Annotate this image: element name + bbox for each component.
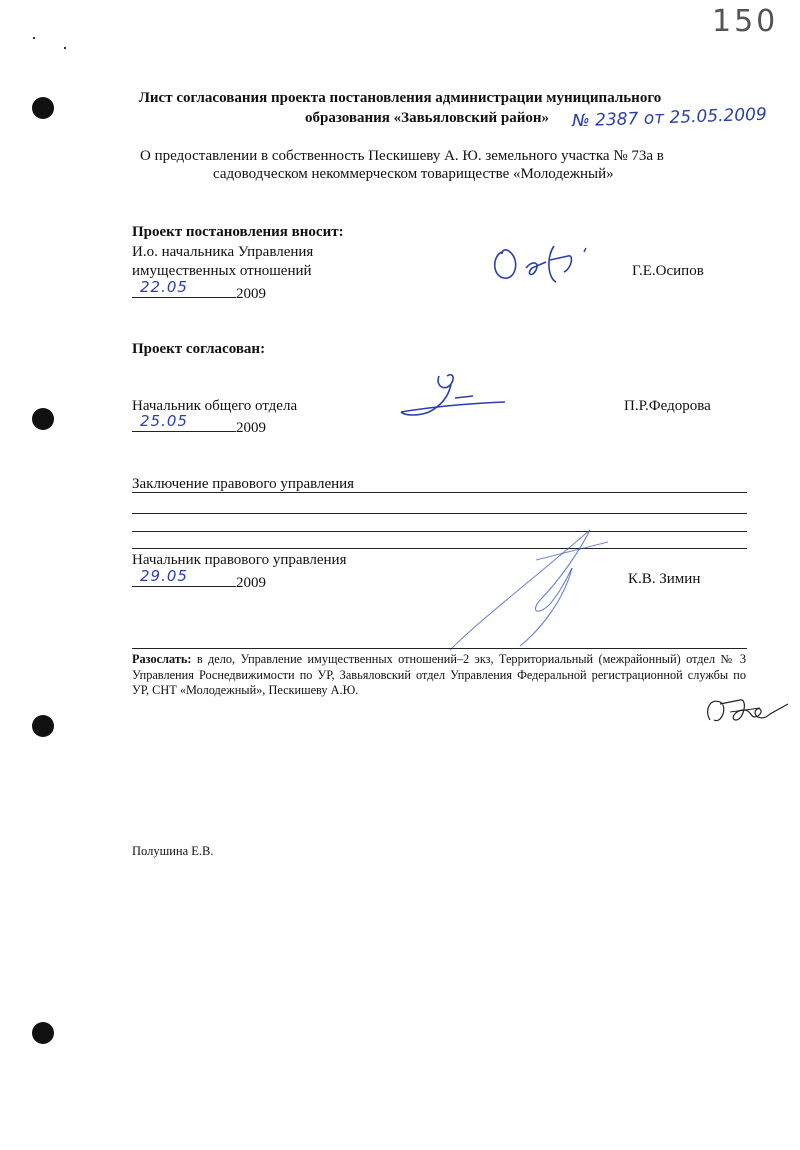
subject-line2: садоводческом некоммерческом товариществе «Молодежный» [213, 166, 614, 182]
punch-hole [32, 715, 54, 737]
document-title-line2-text: образования «Завьяловский район» [305, 110, 550, 126]
date-blank [132, 412, 236, 432]
subject-line1: О предоставлении в собственность Пескишеву А. Ю. земельного участка № 73а в [140, 148, 664, 164]
date-year: 2009 [236, 575, 266, 591]
legal-dept-name: К.В. Зимин [628, 571, 701, 587]
distribution-block [132, 652, 746, 699]
scan-speck [64, 47, 66, 49]
author-name: Полушина Е.В. [132, 844, 214, 858]
general-dept-date [132, 412, 266, 437]
submitter-heading: Проект постановления вносит: [132, 224, 344, 240]
legal-conclusion-label: Заключение правового управления [132, 476, 355, 492]
date-year: 2009 [236, 420, 266, 436]
page-number: 150 [712, 4, 779, 39]
document-title-line2 [305, 110, 549, 127]
distribution-top-line [132, 648, 747, 649]
signature-fedorova [395, 368, 515, 423]
signature-distribution [700, 690, 795, 735]
handwritten-document-number: № 2387 от 25.05.2009 [571, 104, 768, 132]
general-dept-name: П.Р.Федорова [624, 398, 711, 414]
punch-hole [32, 1022, 54, 1044]
punch-hole [32, 408, 54, 430]
date-year: 2009 [236, 286, 266, 302]
document-title-line1: Лист согласования проекта постановления администрации муниципального [138, 90, 662, 106]
legal-dept-date [132, 567, 266, 592]
signature-zimin [440, 520, 620, 660]
handwritten-date: 29.05 [140, 567, 188, 585]
distribution-label: Разослать: [132, 652, 192, 666]
submitter-position-line1: И.о. начальника Управления [132, 244, 314, 260]
general-dept-position: Начальник общего отдела [132, 398, 298, 414]
handwritten-date: 22.05 [140, 278, 188, 296]
scan-speck [33, 37, 35, 39]
distribution-text: в дело, Управление имущественных отношений–2 экз, Территориальный (межрайонный) отдел № 3 Управления Роснедвижимости по УР, Завьяловский отдел Управления Федеральной регистрационной службы по УР, СНТ «Молодежный», Пескишеву А.Ю. [132, 652, 746, 697]
submitter-date [132, 278, 266, 303]
submitter-name: Г.Е.Осипов [632, 263, 704, 279]
date-blank [132, 567, 236, 587]
approvals-heading: Проект согласован: [132, 341, 266, 357]
submitter-position-line2: имущественных отношений [132, 263, 312, 279]
signature-osipov [488, 238, 598, 288]
handwritten-date: 25.05 [140, 412, 188, 430]
conclusion-line [132, 492, 747, 493]
legal-dept-position: Начальник правового управления [132, 552, 347, 568]
date-blank [132, 278, 236, 298]
conclusion-line [132, 513, 747, 514]
